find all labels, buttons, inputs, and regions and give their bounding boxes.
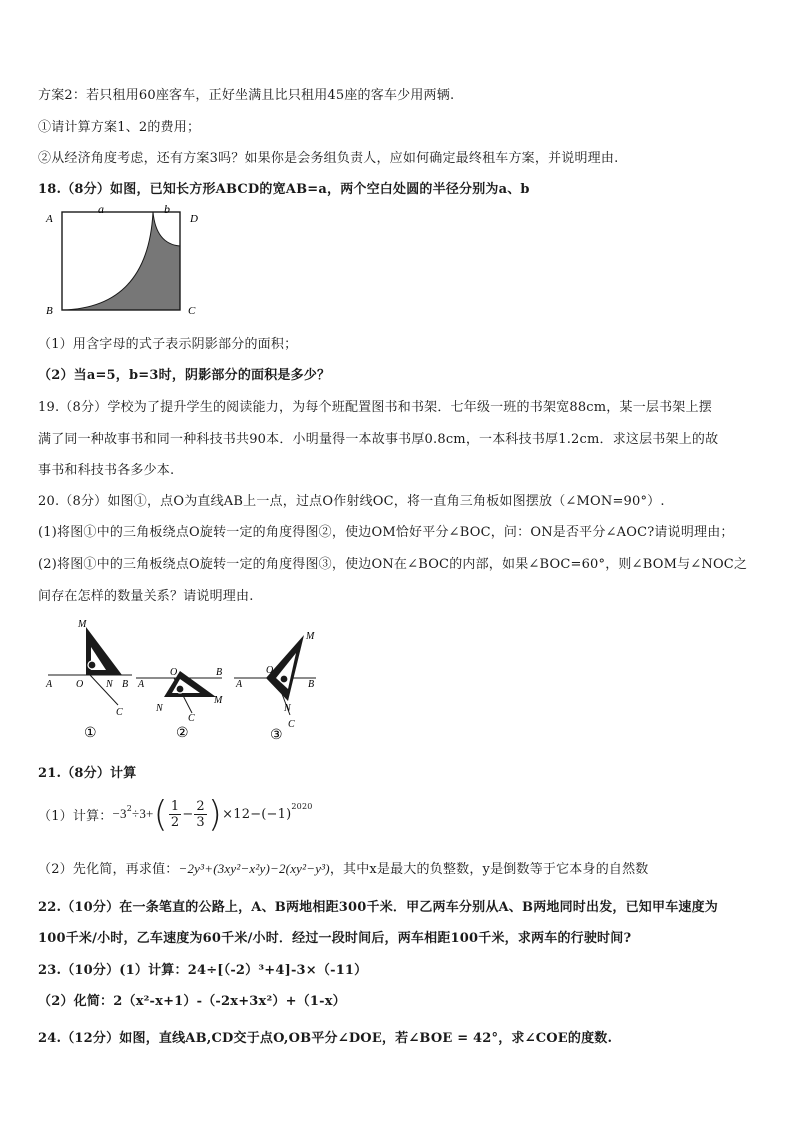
- shaded-region: [62, 212, 180, 310]
- figure-3-label: ③: [270, 728, 283, 743]
- q20-stem: 20.（8分）如图①，点O为直线AB上一点，过点O作射线OC，将一直角三角板如图摆放（∠MON=90°）.: [38, 494, 665, 509]
- svg-text:C: C: [116, 707, 123, 718]
- q21-part2: （2）先化简，再求值：−2y³+(3xy²−x²y)−2(xy²−y³)，其中x是最大的负整数，y是倒数等于它本身的自然数: [38, 861, 649, 877]
- label-b: b: [164, 204, 170, 216]
- q23-part2: （2）化简：2（x²-x+1）-（-2x+3x²）+（1-x）: [38, 994, 346, 1009]
- q20-figures: [40, 615, 340, 745]
- q18-part2: （2）当a=5，b=3时，阴影部分的面积是多少？: [38, 368, 331, 383]
- svg-text:M: M: [78, 619, 87, 630]
- q20-part2-line1: (2)将图①中的三角板绕点O旋转一定的角度得图③，使边ON在∠BOC的内部，如果∠BOC=60°，则∠BOM与∠NOC之: [38, 557, 748, 572]
- q18-figure: [40, 204, 210, 320]
- svg-text:O: O: [266, 665, 274, 676]
- plan-q1: ①请计算方案1、2的费用；: [38, 120, 201, 135]
- svg-text:A: A: [236, 679, 243, 690]
- label-A: A: [46, 213, 53, 225]
- label-B: B: [46, 305, 53, 317]
- q19-line1: 19.（8分）学校为了提升学生的阅读能力，为每个班配置图书和书架．七年级一班的书架宽88cm，某一层书架上摆: [38, 400, 712, 415]
- svg-text:M: M: [214, 695, 223, 706]
- q18-part1: （1）用含字母的式子表示阴影部分的面积；: [38, 337, 298, 352]
- figure-3: [234, 631, 316, 743]
- q18-stem: 18.（8分）如图，已知长方形ABCD的宽AB=a，两个空白处圆的半径分别为a、b: [38, 182, 530, 197]
- q24-stem: 24.（12分）如图，直线AB,CD交于点O,OB平分∠DOE，若∠BOE = 42°，求∠COE的度数.: [38, 1031, 613, 1046]
- svg-text:B: B: [216, 667, 223, 678]
- svg-text:A: A: [46, 679, 53, 690]
- svg-text:B: B: [308, 679, 315, 690]
- label-D: D: [190, 213, 198, 225]
- q21-part1: （1）计算： −3 $^2$ ÷3+ ( $\frac{1}{2}$ − $\frac{2}{3}$ ) ×12−(−1) $^{2020}$: [38, 793, 313, 835]
- figure-2-label: ②: [176, 726, 189, 741]
- svg-text:O: O: [76, 679, 84, 690]
- svg-text:N: N: [156, 703, 163, 714]
- svg-text:C: C: [188, 713, 195, 724]
- figure-2: [136, 667, 223, 741]
- label-a: a: [98, 204, 104, 216]
- figure-1-label: ①: [84, 726, 97, 741]
- q22-line1: 22.（10分）在一条笔直的公路上，A、B两地相距300千米．甲乙两车分别从A、B两地同时出发，已知甲车速度为: [38, 900, 718, 915]
- q23-part1: 23.（10分）(1）计算：24÷[（-2）³+4]-3×（-11）: [38, 963, 368, 978]
- plan2-text: 方案2：若只租用60座客车，正好坐满且比只租用45座的客车少用两辆.: [38, 88, 455, 103]
- svg-text:C: C: [288, 719, 295, 730]
- svg-text:O: O: [170, 667, 178, 678]
- q19-line3: 事书和科技书各多少本.: [38, 463, 175, 478]
- plan-q2: ②从经济角度考虑，还有方案3吗？如果你是会务组负责人，应如何确定最终租车方案，并说明理由.: [38, 151, 619, 166]
- q20-part2-line2: 间存在怎样的数量关系？请说明理由.: [38, 589, 254, 604]
- q20-part1: (1)将图①中的三角板绕点O旋转一定的角度得图②，使边OM恰好平分∠BOC，问：ON是否平分∠AOC?请说明理由；: [38, 525, 734, 540]
- svg-text:B: B: [122, 679, 129, 690]
- svg-text:N: N: [106, 679, 113, 690]
- svg-text:N: N: [284, 703, 291, 714]
- q19-line2: 满了同一种故事书和同一种科技书共90本．小明量得一本故事书厚0.8cm，一本科技书厚1.2cm．求这层书架上的故: [38, 432, 719, 447]
- q21-stem: 21.（8分）计算: [38, 766, 137, 781]
- q22-line2: 100千米/小时，乙车速度为60千米/小时．经过一段时间后，两车相距100千米，求两车的行驶时间?: [38, 931, 632, 946]
- label-C: C: [188, 305, 196, 317]
- figure-1: [45, 619, 132, 741]
- svg-text:M: M: [306, 631, 315, 642]
- svg-text:A: A: [138, 679, 145, 690]
